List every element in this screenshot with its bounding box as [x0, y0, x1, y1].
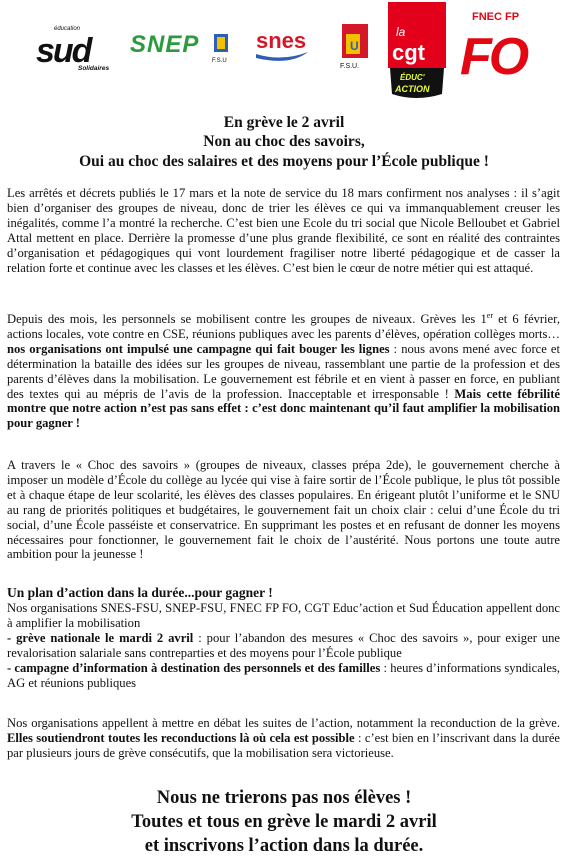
snes-swoosh	[256, 52, 308, 61]
p5-part1: Nos organisations appellent à mettre en débat les suites de l’action, notamment la reconduction de la grève.	[7, 716, 560, 730]
fsu-u-letter: U	[350, 39, 359, 53]
p2-part3: : nous avons mené avec force et détermination la bataille des idées sur les groupes de niveau, rassemblant une partie de la profession et des parents d’élèves dans la mobilisation. Le gouvernement est fébrile et en vient à passer en force, en publiant des textes qui au mépris de l’avis de la profession. Inacceptable et irresponsable !	[7, 341, 560, 401]
fnec-fp-fo-logo	[458, 8, 534, 82]
p2-bold2: Mais cette fébrilité montre que notre action n’est pas sans effet : c’est donc maintenant qu’il faut amplifier la mobilisation pour gagner !	[7, 386, 560, 431]
final-line-2: Toutes et tous en grève le mardi 2 avril	[131, 812, 437, 832]
plan-item-1-bold: - grève nationale le mardi 2 avril	[7, 630, 194, 645]
sud-education-small: éducation	[54, 26, 81, 32]
paragraph-3: A travers le « Choc des savoirs » (groupes de niveaux, classes prépa 2de), le gouvernement cherche à imposer un modèle d’École du collège au lycée qui vise à faire sortir de l’École publique, le plus tôt possible et à chaque étape de leur scolarité, les élèves des classes populaires. En érigeant plutôt l’uniforme et le SNU au rang de priorités politiques et budgétaires, le gouvernement fait un choix clair : celui d’une École du tri social, d’une École passéiste et conservatrice. En supprimant les postes et en refusant de donner les moyens nécessaires pour fonctionner, le gouvernement fait le choix de l’austérité. Nous portons une toute autre ambition pour la jeunesse !	[7, 458, 560, 562]
headline-line-2: Non au choc des savoirs,	[203, 133, 365, 150]
sud-solidaires-text: Solidaires	[78, 65, 110, 72]
snep-fsu-logo	[128, 22, 238, 72]
final-line-3: et inscrivons l’action dans la durée.	[144, 836, 424, 856]
p2-bold1: nos organisations ont impulsé une campagne qui fait bouger les lignes	[7, 341, 390, 356]
sud-main-text: sud	[36, 32, 91, 70]
plan-item-2-text: : heures d’informations syndicales, AG et réunions publiques	[7, 660, 560, 690]
p2-part1: Depuis des mois, les personnels se mobilisent contre les groupes de niveaux. Grèves les 1	[7, 312, 487, 326]
fsu-mark-yellow	[217, 37, 225, 49]
sud-education-logo	[34, 22, 122, 74]
snes-fsu-text: F.S.U.	[340, 63, 360, 70]
snep-text: SNEP	[130, 31, 200, 58]
fo-main-text: FO	[460, 28, 527, 82]
p5-bold: Elles soutiendront toutes les reconductions là où cela est possible	[7, 730, 355, 745]
plan-intro: Nos organisations SNES-FSU, SNEP-FSU, FNEC FP FO, CGT Educ’action et Sud Éducation appellent donc à amplifier la mobilisation	[7, 601, 560, 630]
p5-part2: : c’est bien en l’inscrivant dans la durée par plusieurs jours de grève consécutifs, que la mobilisation sera victorieuse.	[7, 730, 561, 760]
paragraph-2	[7, 312, 560, 431]
logo-bar	[0, 0, 568, 108]
final-line-1: Nous ne trierons pas nos élèves !	[156, 788, 412, 808]
p2-part2: et 6 février, actions locales, vote contre en CSE, réunions publiques avec les parents d’élèves, opération collèges morts…	[7, 312, 560, 341]
plan-body	[7, 601, 560, 690]
cgt-educ-text: ÉDUC'	[400, 73, 425, 82]
cgt-la-text: la	[396, 25, 406, 39]
fo-top-text: FNEC FP	[472, 11, 520, 23]
headline-line-3: Oui au choc des salaires et des moyens pour l’École publique !	[79, 153, 489, 170]
p2-sup: er	[486, 310, 493, 320]
paragraph-5	[7, 716, 560, 761]
plan-item-2-bold: - campagne d’information à destination des personnels et des familles	[7, 660, 381, 675]
plan-title: Un plan d’action dans la durée...pour gagner !	[7, 585, 273, 600]
snep-fsu-text: F.S.U	[212, 58, 227, 64]
snes-text: snes	[256, 28, 307, 53]
plan-item-1-text: : pour l’abandon des mesures « Choc des savoirs », pour exiger une revalorisation salariale sans contreparties et des moyens pour l’École publique	[7, 630, 561, 660]
cgt-educaction-logo	[386, 2, 448, 102]
headline-line-1: En grève le 2 avril	[223, 114, 345, 131]
paragraph-1: Les arrêtés et décrets publiés le 17 mars et la note de service du 18 mars confirment nos analyses : il s’agit bien d’organiser des groupes de niveau, donc de trier les élèves ce qui va immanquablement creuser les inégalités, comme l’a montré la recherche. C’est bien une Ecole du tri social que Nicole Belloubet et Gabriel Attal mettent en place. Derrière la promesse d’une plus grande flexibilité, ce sont en réalité des contraintes d’organisation et pédagogiques qui vont lourdement fragiliser notre liberté pédagogique et de casser la relation forte et continue avec les classes et les élèves. C’est bien le cœur de notre métier qui est attaqué.	[7, 186, 560, 275]
cgt-main-text: cgt	[392, 40, 425, 65]
snes-fsu-logo	[252, 22, 374, 74]
cgt-action-text: ACTION	[395, 84, 430, 94]
